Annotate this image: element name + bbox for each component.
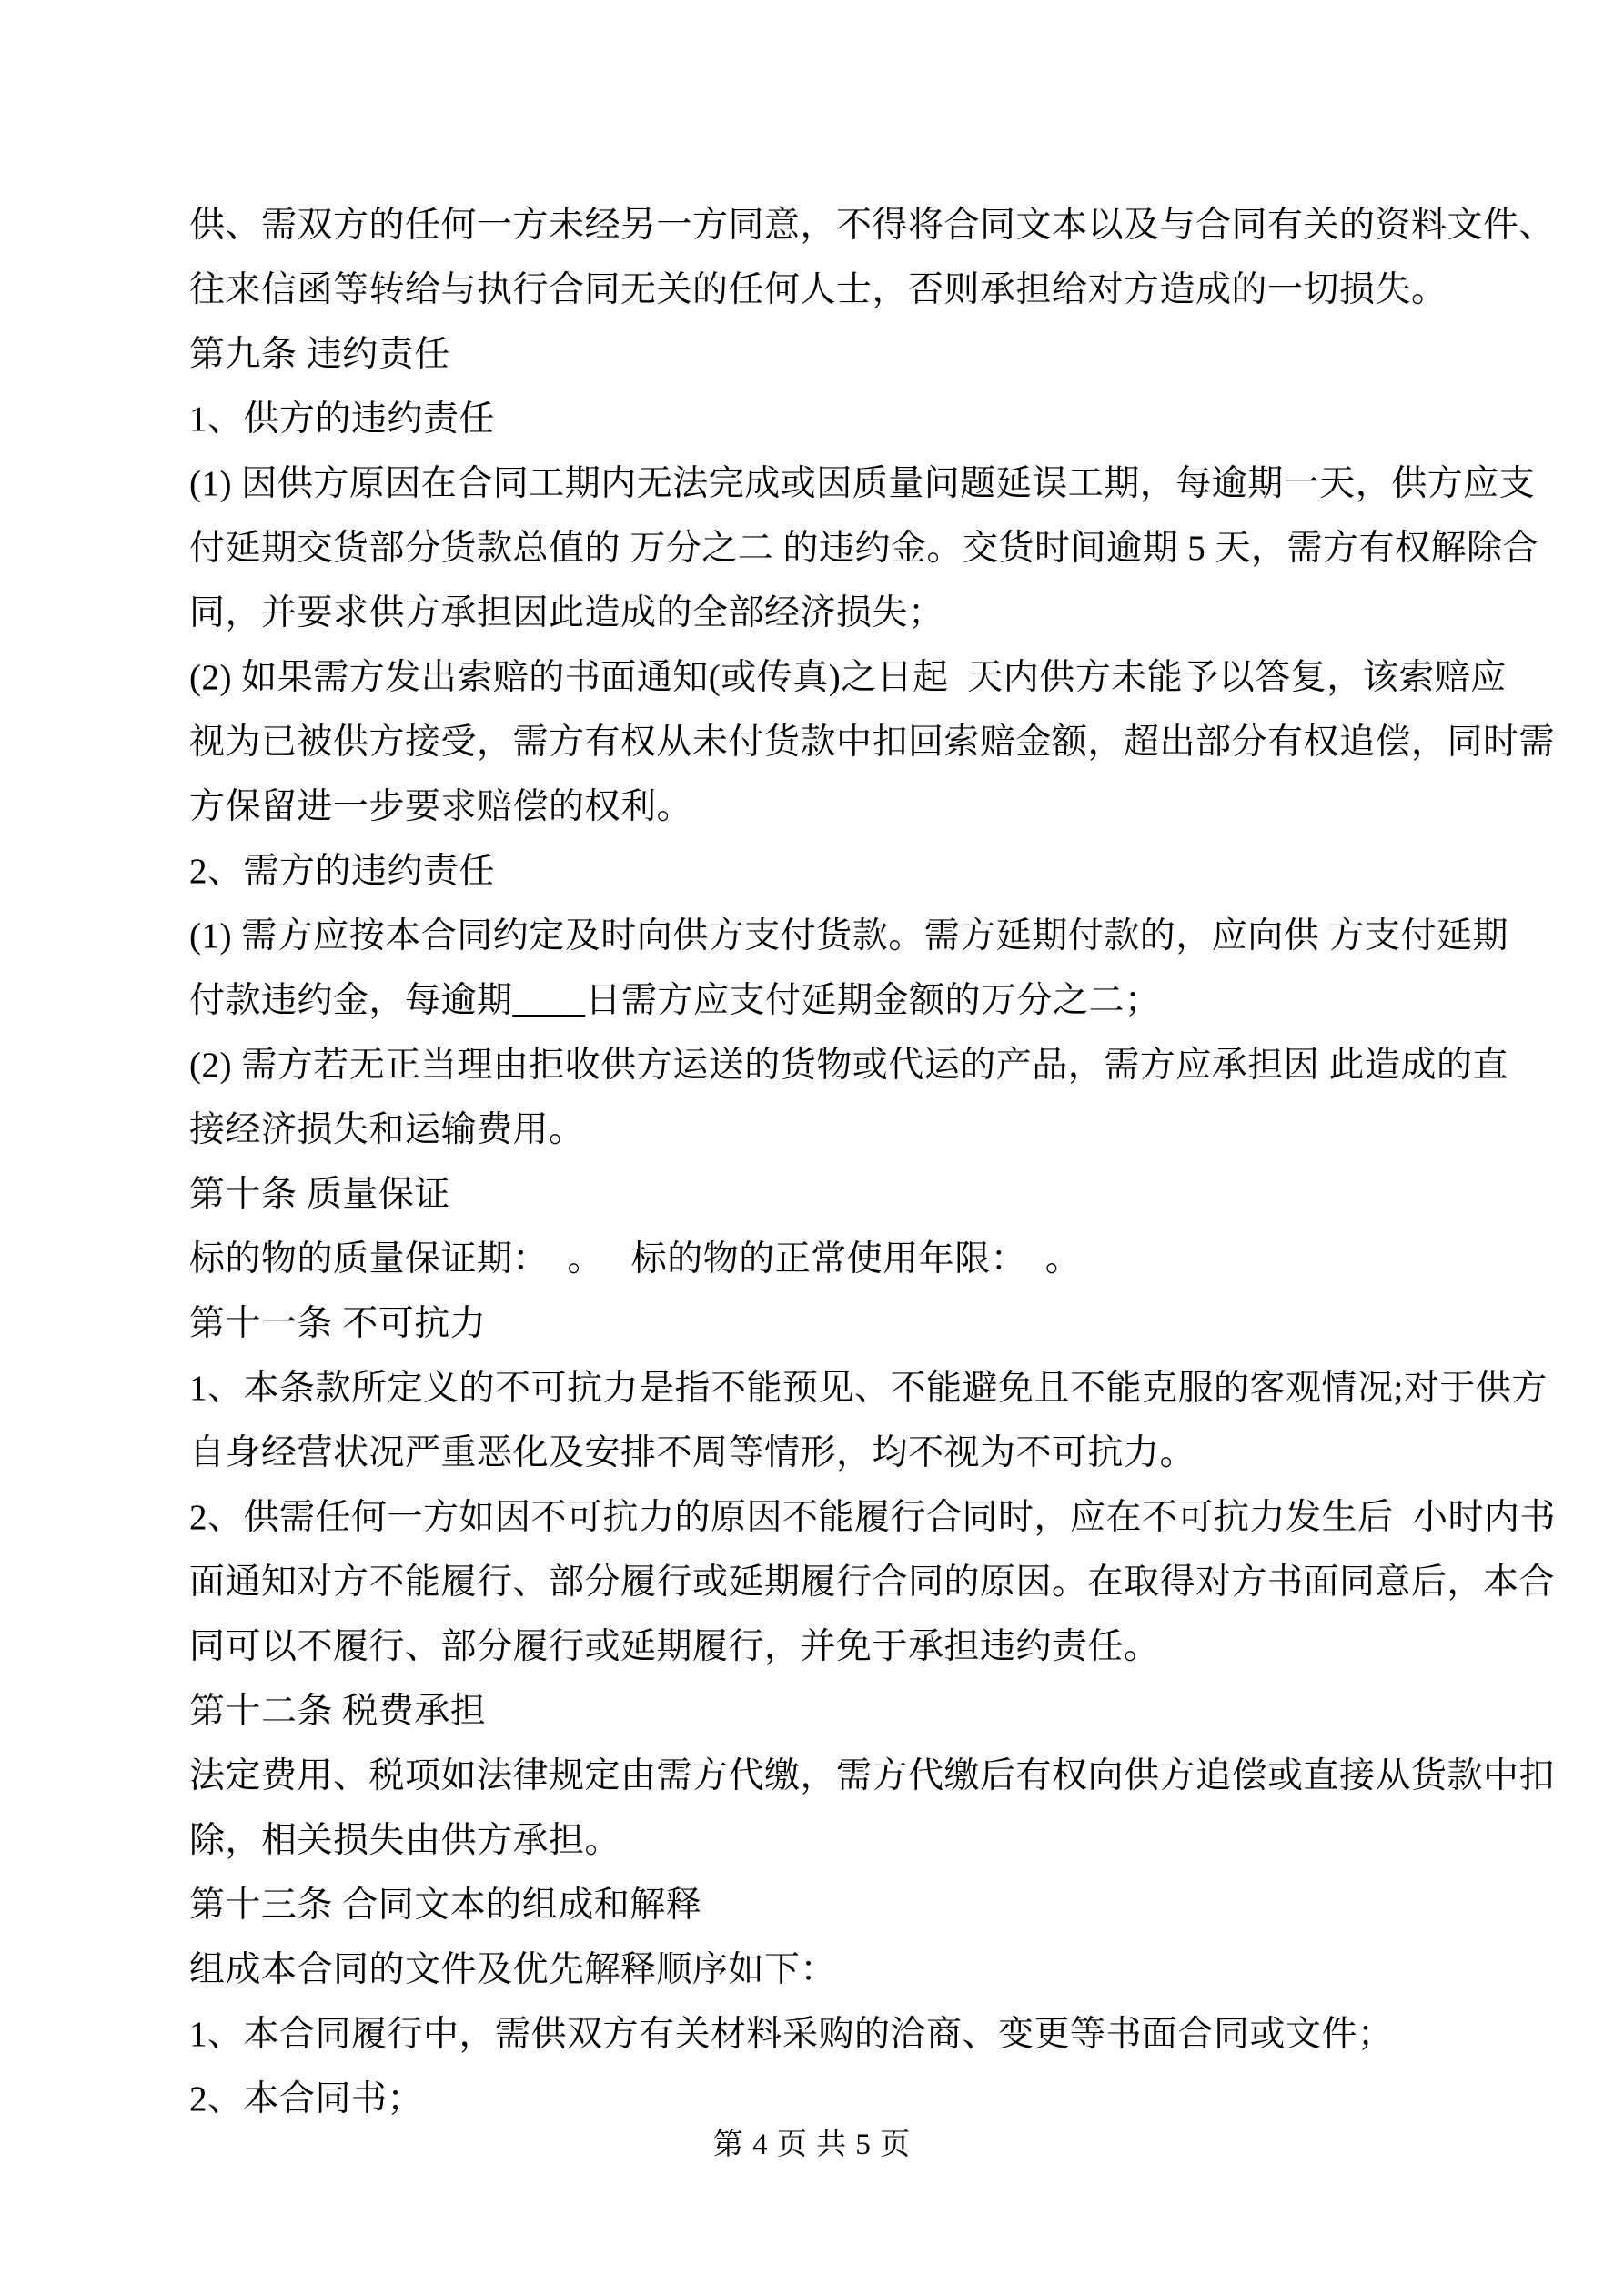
text-line: 同可以不履行、部分履行或延期履行，并免于承担违约责任。 [189,1627,1160,1666]
text-line: (2) 需方若无正当理由拒收供方运送的货物或代运的产品，需方应承担因 此造成的直 [189,1046,1508,1085]
text-line: 法定费用、税项如法律规定由需方代缴，需方代缴后有权向供方追偿或直接从货款中扣 [189,1756,1556,1795]
text-line: (1) 需方应按本合同约定及时向供方支付货款。需方延期付款的，应向供 方支付延期 [189,916,1508,956]
text-line: 1、本条款所定义的不可抗力是指不能预见、不能避免且不能克服的客观情况;对于供方 [189,1369,1548,1408]
text-line: 付款违约金，每逾期____日需方应支付延期金额的万分之二； [189,981,1161,1020]
text-line: 自身经营状况严重恶化及安排不周等情形，均不视为不可抗力。 [189,1433,1196,1472]
document-body [189,193,1557,2131]
text-line: 第十二条 税费承担 [189,1692,487,1731]
text-line: 第十条 质量保证 [189,1175,450,1214]
page-footer: 第 4 页 共 5 页 [712,2129,912,2161]
text-line: 2、需方的违约责任 [189,852,496,891]
text-line: 接经济损失和运输费用。 [189,1110,585,1149]
text-line: 2、供需任何一方如因不可抗力的原因不能履行合同时，应在不可抗力发生后 小时内书 [189,1498,1557,1537]
text-line: 供、需双方的任何一方未经另一方同意，不得将合同文本以及与合同有关的资料文件、 [189,206,1556,245]
text-line: 同，并要求供方承担因此造成的全部经济损失； [189,593,944,632]
text-line: 方保留进一步要求赔偿的权利。 [189,787,693,826]
text-line: 往来信函等转给与执行合同无关的任何人士，否则承担给对方造成的一切损失。 [189,270,1447,309]
text-line: 标的物的质量保证期： 。 标的物的正常使用年限： 。 [189,1239,1082,1279]
text-line: 组成本合同的文件及优先解释顺序如下： [189,1950,837,1989]
text-line: 面通知对方不能履行、部分履行或延期履行合同的原因。在取得对方书面同意后，本合 [189,1563,1556,1602]
text-line: 除，相关损失由供方承担。 [189,1821,621,1860]
text-line: 视为已被供方接受，需方有权从未付货款中扣回索赔金额，超出部分有权追偿，同时需 [189,723,1556,762]
text-line: 付延期交货部分货款总值的 万分之二 的违约金。交货时间逾期 5 天，需方有权解除合 [189,529,1539,568]
text-line: 2、本合同书； [189,2079,424,2119]
text-line: 1、供方的违约责任 [189,400,496,439]
text-line: (2) 如果需方发出索赔的书面通知(或传真)之日起 天内供方未能予以答复，该索赔应 [189,658,1507,697]
text-line: 1、本合同履行中，需供双方有关材料采购的洽商、变更等书面合同或文件； [189,2015,1394,2054]
text-line: 第九条 违约责任 [189,335,450,374]
text-line: 第十三条 合同文本的组成和解释 [189,1886,702,1925]
text-line: (1) 因供方原因在合同工期内无法完成或因质量问题延误工期，每逾期一天，供方应支 [189,464,1536,503]
text-line: 第十一条 不可抗力 [189,1304,487,1343]
